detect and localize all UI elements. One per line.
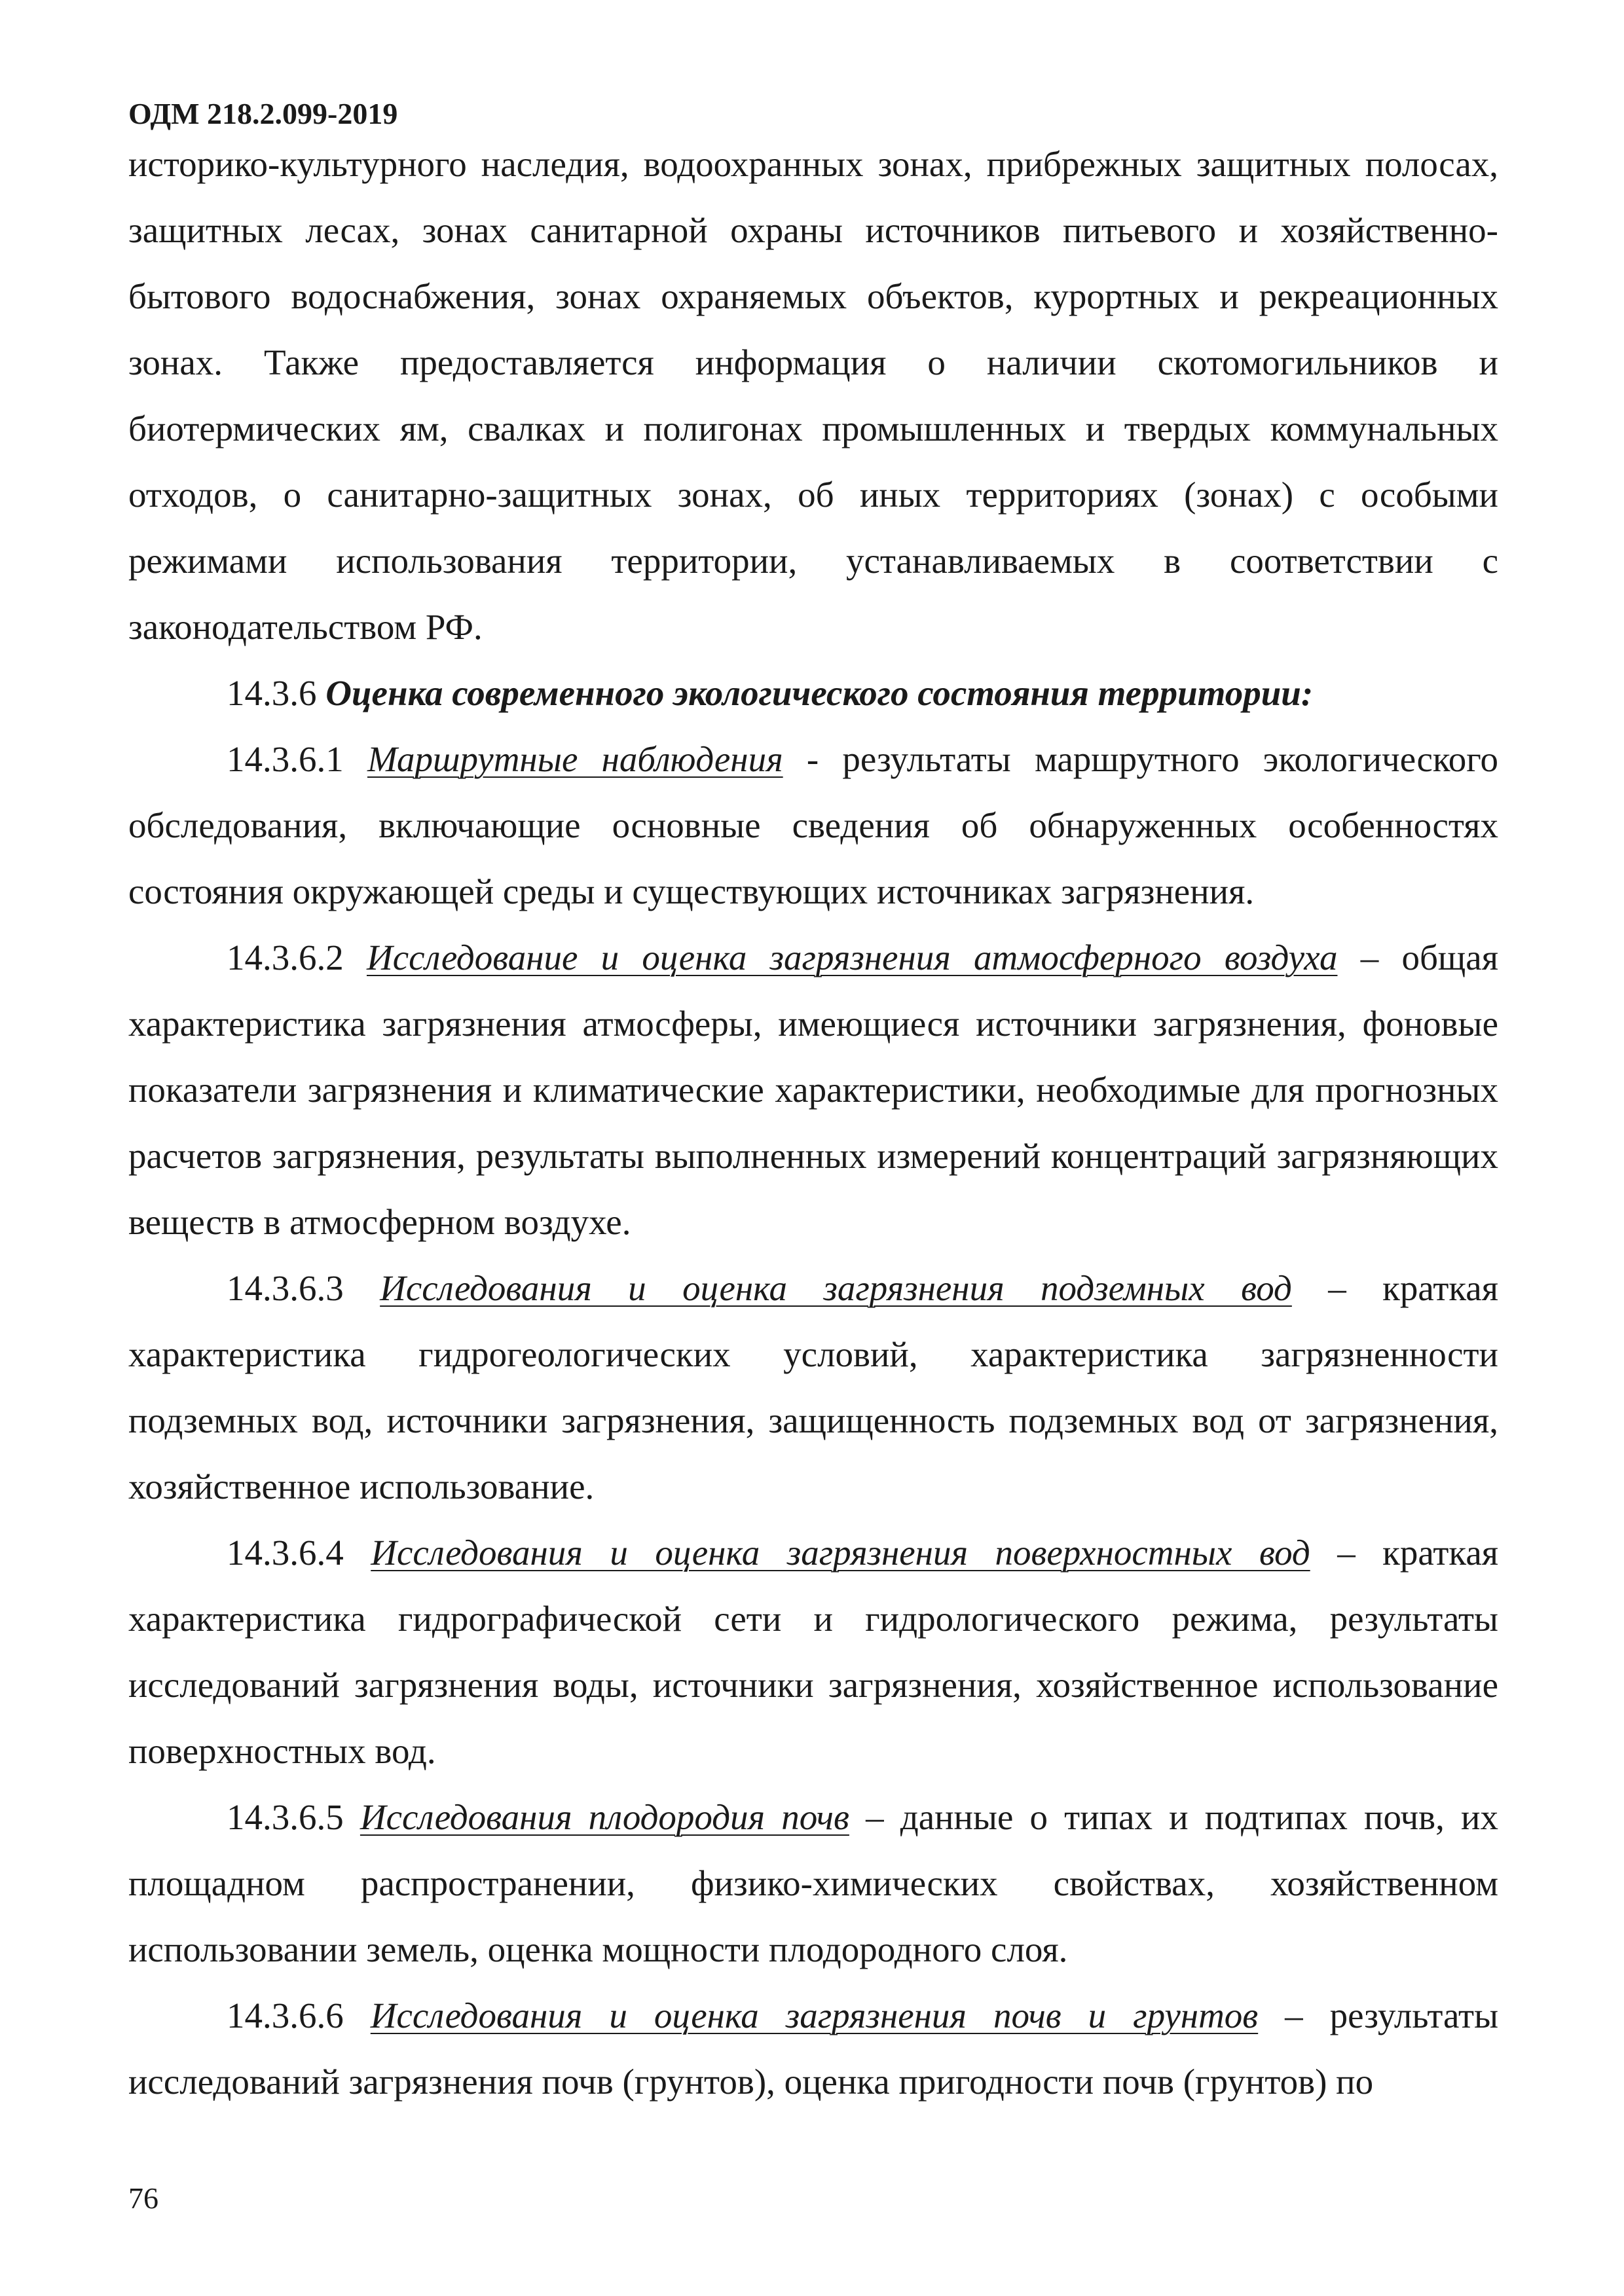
section-number: 14.3.6 — [227, 673, 317, 713]
section-heading-14-3-6 — [128, 660, 1498, 726]
paragraph-14-3-6-2 — [128, 924, 1498, 1255]
clause-text: - результаты маршрутного экологического обследования, включающие основные сведения об обнаруженных особенностях состояния окружающей среды и существующих источниках загрязнения. — [128, 739, 1498, 911]
clause-number: 14.3.6.5 — [227, 1797, 344, 1837]
clause-term: Исследования и оценка загрязнения почв и грунтов — [370, 1995, 1259, 2035]
paragraph-text: историко-культурного наследия, водоохранных зонах, прибрежных защитных полосах, защитных лесах, зонах санитарной охраны источников питьевого и хозяйственно-бытового водоснабжения, зонах охраняемых объектов, курортных и рекреационных зонах. Также предоставляется информация о наличии скотомогильников и биотермических ям, свалках и полигонах промышленных и твердых коммунальных отходов, о санитарно-защитных зонах, об иных территориях (зонах) с особыми режимами использования территории, устанавливаемых в соответствии с законодательством РФ. — [128, 144, 1498, 647]
clause-number: 14.3.6.3 — [227, 1268, 344, 1308]
page-number: 76 — [128, 2181, 158, 2215]
clause-text: – общая характеристика загрязнения атмосферы, имеющиеся источники загрязнения, фоновые показатели загрязнения и климатические характеристики, необходимые для прогнозных расчетов загрязнения, результаты выполненных измерений концентраций загрязняющих веществ в атмосферном воздухе. — [128, 938, 1498, 1242]
clause-number: 14.3.6.2 — [227, 938, 344, 977]
paragraph-14-3-6-1 — [128, 726, 1498, 924]
paragraph-14-3-6-5 — [128, 1784, 1498, 1982]
clause-text: – краткая характеристика гидрогеологических условий, характеристика загрязненности подземных вод, источники загрязнения, защищенность подземных вод от загрязнения, хозяйственное использование. — [128, 1268, 1499, 1506]
clause-term: Исследования и оценка загрязнения поверхностных вод — [371, 1533, 1310, 1573]
paragraph-14-3-6-3 — [128, 1255, 1498, 1520]
clause-text: – данные о типах и подтипах почв, их площадном распространении, физико-химических свойствах, хозяйственном использовании земель, оценка мощности плодородного слоя. — [128, 1797, 1498, 1969]
clause-text: – результаты исследований загрязнения почв (грунтов), оценка пригодности почв (грунтов) по — [128, 1995, 1499, 2102]
clause-text: – краткая характеристика гидрографической сети и гидрологического режима, результаты исследований загрязнения воды, источники загрязнения, хозяйственное использование поверхностных вод. — [128, 1533, 1499, 1771]
clause-number: 14.3.6.6 — [227, 1995, 344, 2035]
clause-term: Маршрутные наблюдения — [367, 739, 783, 779]
document-code-header: ОДМ 218.2.099-2019 — [128, 97, 398, 130]
clause-number: 14.3.6.1 — [227, 739, 344, 779]
paragraph-14-3-6-4 — [128, 1520, 1498, 1784]
clause-term: Исследование и оценка загрязнения атмосферного воздуха — [366, 938, 1338, 977]
document-body — [128, 131, 1498, 2115]
paragraph-continuation — [128, 131, 1498, 660]
paragraph-14-3-6-6 — [128, 1982, 1498, 2115]
clause-number: 14.3.6.4 — [227, 1533, 344, 1573]
section-heading-text: Оценка современного экологического состояния территории: — [325, 673, 1314, 713]
clause-term: Исследования и оценка загрязнения подземных вод — [380, 1268, 1292, 1308]
clause-term: Исследования плодородия почв — [360, 1797, 849, 1837]
